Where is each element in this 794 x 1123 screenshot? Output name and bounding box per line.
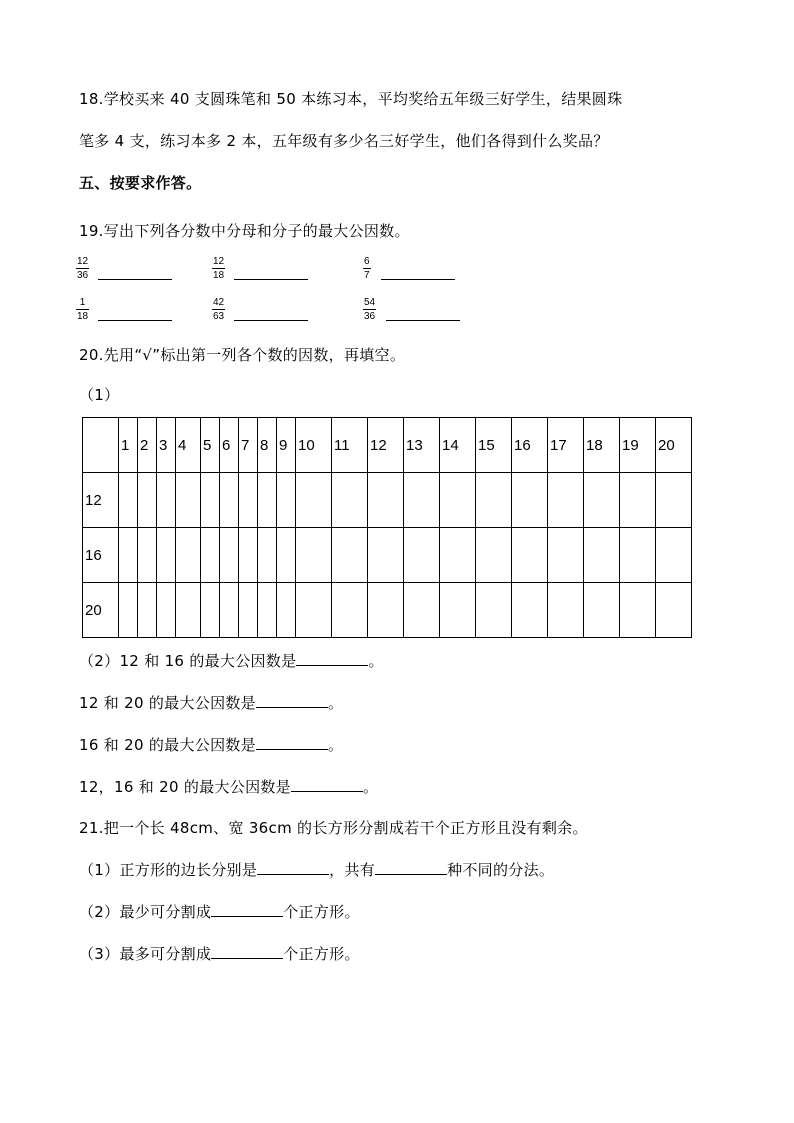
check-cell[interactable] — [620, 583, 656, 638]
fraction-2-denominator: 18 — [213, 270, 225, 281]
check-cell[interactable] — [220, 583, 239, 638]
table-row — [83, 583, 692, 638]
check-cell[interactable] — [584, 528, 620, 583]
column-header: 12 — [368, 418, 404, 473]
row-header: 12 — [83, 473, 119, 528]
check-cell[interactable] — [277, 528, 296, 583]
column-header: 1 — [119, 418, 138, 473]
answer-line-3[interactable] — [381, 279, 455, 280]
q20-blank-4 — [79, 776, 378, 797]
answer-line-4[interactable] — [98, 320, 172, 321]
answer-line-2[interactable] — [234, 279, 308, 280]
answer-blank[interactable] — [296, 664, 368, 666]
check-cell[interactable] — [277, 473, 296, 528]
q21-part1-a: （1）正方形的边长分别是 — [79, 861, 258, 879]
check-cell[interactable] — [476, 583, 512, 638]
fraction-1-denominator: 36 — [77, 270, 89, 281]
check-cell[interactable] — [220, 528, 239, 583]
check-cell[interactable] — [656, 473, 692, 528]
q20-blank-3 — [79, 734, 343, 755]
column-header: 4 — [176, 418, 201, 473]
check-cell[interactable] — [620, 473, 656, 528]
q21-part2-b: 个正方形。 — [283, 903, 360, 921]
q20-blank-2 — [79, 692, 343, 713]
q21-part2-a: （2）最少可分割成 — [79, 903, 212, 921]
check-cell[interactable] — [368, 583, 404, 638]
row-header: 20 — [83, 583, 119, 638]
check-cell[interactable] — [157, 528, 176, 583]
q21-part1-b: ，共有 — [329, 861, 376, 879]
check-cell[interactable] — [512, 583, 548, 638]
column-header: 9 — [277, 418, 296, 473]
check-cell[interactable] — [476, 473, 512, 528]
q21-part2 — [79, 901, 360, 922]
fraction-5-denominator: 63 — [213, 311, 225, 322]
column-header: 2 — [138, 418, 157, 473]
column-header: 20 — [656, 418, 692, 473]
q20-blank-3-suffix: 。 — [327, 736, 344, 754]
q19-title: 19.写出下列各分数中分母和分子的最大公因数。 — [79, 222, 410, 240]
check-cell[interactable] — [119, 473, 138, 528]
check-cell[interactable] — [176, 473, 201, 528]
column-header: 8 — [258, 418, 277, 473]
check-cell[interactable] — [332, 528, 368, 583]
check-cell[interactable] — [620, 528, 656, 583]
check-cell[interactable] — [138, 473, 157, 528]
q20-blank-1 — [79, 650, 384, 671]
check-cell[interactable] — [157, 473, 176, 528]
column-header: 15 — [476, 418, 512, 473]
factor-table-header-row — [83, 418, 692, 473]
check-cell[interactable] — [332, 583, 368, 638]
fraction-4-denominator: 18 — [77, 311, 89, 322]
check-cell[interactable] — [548, 473, 584, 528]
answer-blank[interactable] — [256, 706, 328, 708]
check-cell[interactable] — [584, 473, 620, 528]
check-cell[interactable] — [258, 583, 277, 638]
column-header: 19 — [620, 418, 656, 473]
check-cell[interactable] — [157, 583, 176, 638]
check-cell[interactable] — [258, 528, 277, 583]
check-cell[interactable] — [239, 583, 258, 638]
fraction-1-numerator: 12 — [77, 256, 89, 267]
check-cell[interactable] — [176, 528, 201, 583]
fraction-2-numerator: 12 — [213, 256, 225, 267]
column-header: 7 — [239, 418, 258, 473]
check-cell[interactable] — [119, 528, 138, 583]
column-header: 11 — [332, 418, 368, 473]
check-cell[interactable] — [119, 583, 138, 638]
fraction-6-numerator: 54 — [364, 297, 376, 308]
row-header: 16 — [83, 528, 119, 583]
fraction-4 — [76, 297, 89, 322]
q20-blank-4-suffix: 。 — [362, 778, 379, 796]
fraction-3 — [363, 256, 371, 281]
check-cell[interactable] — [201, 473, 220, 528]
q21-part1-c: 种不同的分法。 — [447, 861, 555, 879]
check-cell[interactable] — [138, 528, 157, 583]
column-header: 10 — [296, 418, 332, 473]
q18-line1: 18.学校买来 40 支圆珠笔和 50 本练习本，平均奖给五年级三好学生，结果圆珠 — [79, 90, 623, 108]
fraction-3-numerator: 6 — [364, 256, 370, 267]
check-cell[interactable] — [368, 473, 404, 528]
q21-title: 21.把一个长 48cm、宽 36cm 的长方形分割成若干个正方形且没有剩余。 — [79, 819, 588, 837]
column-header: 13 — [404, 418, 440, 473]
check-cell[interactable] — [296, 473, 332, 528]
section-title: 五、按要求作答。 — [79, 174, 202, 192]
answer-line-1[interactable] — [98, 279, 172, 280]
check-cell[interactable] — [404, 528, 440, 583]
check-cell[interactable] — [239, 528, 258, 583]
column-header: 6 — [220, 418, 239, 473]
check-cell[interactable] — [220, 473, 239, 528]
check-cell[interactable] — [176, 583, 201, 638]
answer-blank[interactable] — [291, 790, 363, 792]
answer-line-5[interactable] — [234, 320, 308, 321]
q20-title: 20.先用“√”标出第一列各个数的因数，再填空。 — [79, 346, 406, 364]
fraction-6 — [363, 297, 376, 322]
check-cell[interactable] — [138, 583, 157, 638]
column-header: 5 — [201, 418, 220, 473]
table-row — [83, 528, 692, 583]
table-corner-cell — [83, 418, 119, 473]
q20-blank-4-prefix: 12，16 和 20 的最大公因数是 — [79, 778, 291, 796]
check-cell[interactable] — [440, 528, 476, 583]
q21-part3-b: 个正方形。 — [283, 945, 360, 963]
check-cell[interactable] — [296, 583, 332, 638]
q20-blank-1-prefix: （2）12 和 16 的最大公因数是 — [79, 652, 297, 670]
check-cell[interactable] — [332, 473, 368, 528]
fraction-5-numerator: 42 — [213, 297, 225, 308]
factor-table — [82, 417, 692, 638]
q20-blank-3-prefix: 16 和 20 的最大公因数是 — [79, 736, 256, 754]
check-cell[interactable] — [404, 473, 440, 528]
column-header: 3 — [157, 418, 176, 473]
check-cell[interactable] — [440, 473, 476, 528]
table-row — [83, 473, 692, 528]
check-cell[interactable] — [476, 528, 512, 583]
answer-blank[interactable] — [257, 873, 329, 875]
answer-blank[interactable] — [375, 873, 447, 875]
check-cell[interactable] — [584, 583, 620, 638]
answer-blank[interactable] — [256, 748, 328, 750]
answer-blank[interactable] — [211, 915, 283, 917]
column-header: 16 — [512, 418, 548, 473]
q20-blank-2-suffix: 。 — [327, 694, 344, 712]
column-header: 18 — [584, 418, 620, 473]
check-cell[interactable] — [201, 528, 220, 583]
fraction-6-denominator: 36 — [364, 311, 376, 322]
q18-line2: 笔多 4 支，练习本多 2 本，五年级有多少名三好学生，他们各得到什么奖品？ — [79, 132, 609, 150]
fraction-2 — [212, 256, 225, 281]
fraction-5 — [212, 297, 225, 322]
column-header: 17 — [548, 418, 584, 473]
check-cell[interactable] — [656, 528, 692, 583]
fraction-1 — [76, 256, 89, 281]
check-cell[interactable] — [258, 473, 277, 528]
check-cell[interactable] — [512, 473, 548, 528]
check-cell[interactable] — [201, 583, 220, 638]
check-cell[interactable] — [548, 583, 584, 638]
check-cell[interactable] — [296, 528, 332, 583]
q21-part1 — [79, 859, 554, 880]
check-cell[interactable] — [548, 528, 584, 583]
fraction-3-denominator: 7 — [364, 270, 370, 281]
check-cell[interactable] — [440, 583, 476, 638]
check-cell[interactable] — [277, 583, 296, 638]
check-cell[interactable] — [368, 528, 404, 583]
q20-blank-2-prefix: 12 和 20 的最大公因数是 — [79, 694, 256, 712]
check-cell[interactable] — [239, 473, 258, 528]
check-cell[interactable] — [656, 583, 692, 638]
check-cell[interactable] — [404, 583, 440, 638]
answer-line-6[interactable] — [386, 320, 460, 321]
q21-part3 — [79, 943, 360, 964]
column-header: 14 — [440, 418, 476, 473]
fraction-4-numerator: 1 — [79, 297, 86, 308]
check-cell[interactable] — [512, 528, 548, 583]
q20-part1-label: （1） — [79, 386, 120, 404]
q21-part3-a: （3）最多可分割成 — [79, 945, 212, 963]
answer-blank[interactable] — [211, 957, 283, 959]
q20-blank-1-suffix: 。 — [368, 652, 384, 670]
